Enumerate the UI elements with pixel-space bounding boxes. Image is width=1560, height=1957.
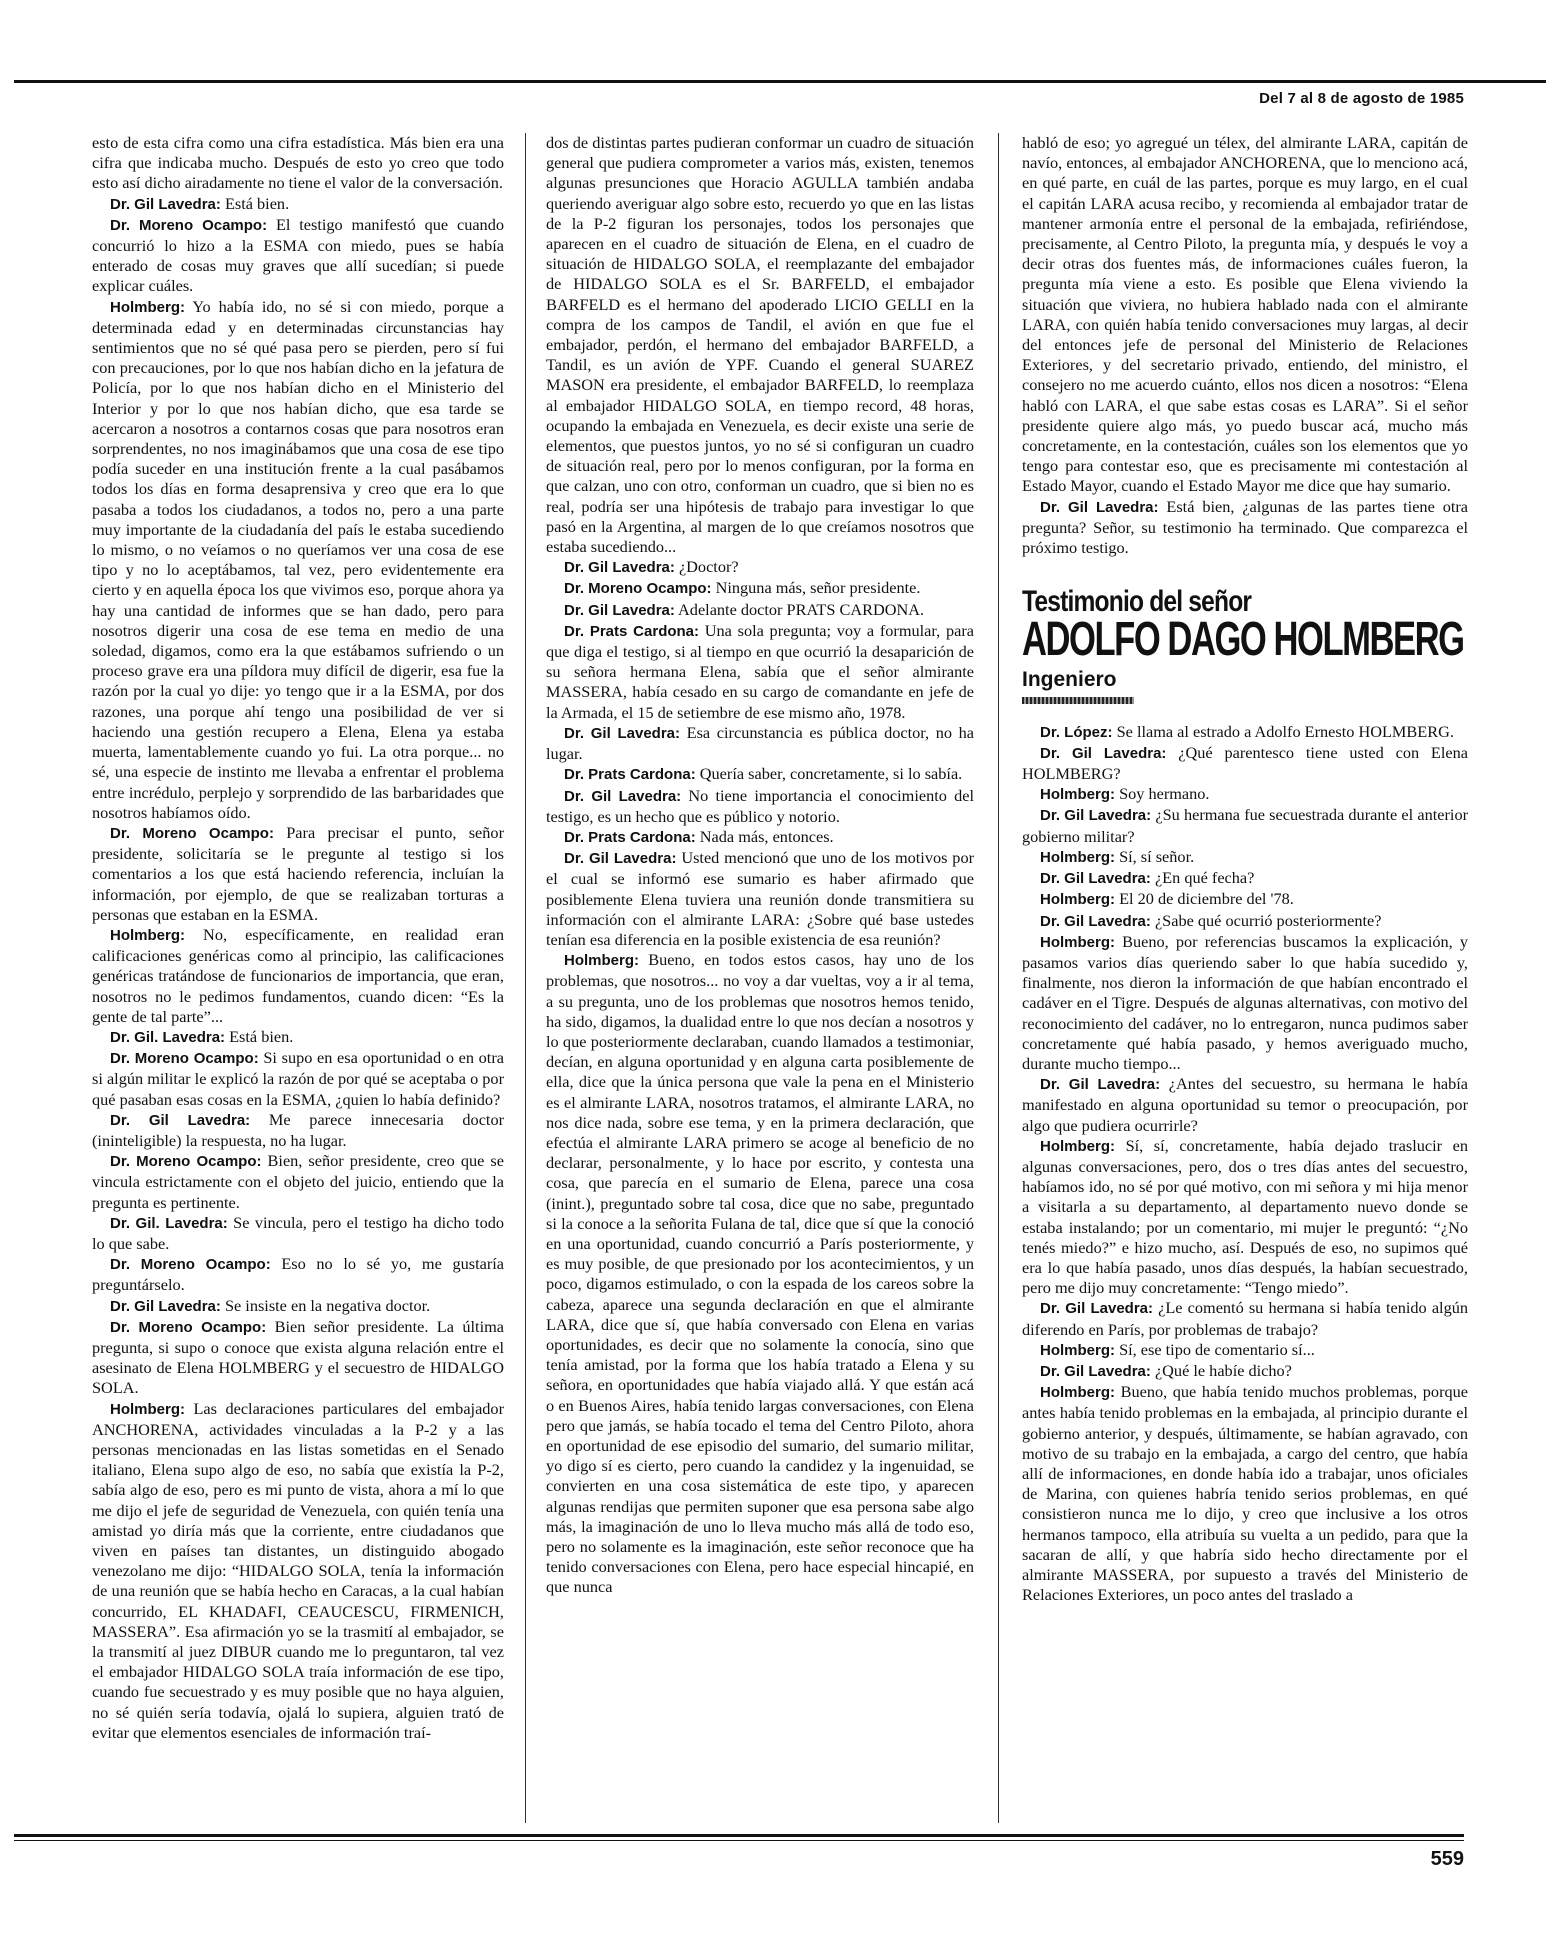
- transcript-paragraph: [92, 925, 504, 1027]
- transcript-paragraph: [1022, 784, 1468, 805]
- speaker-label: Holmberg:: [110, 298, 185, 316]
- speaker-label: Holmberg:: [1040, 1137, 1115, 1155]
- speaker-label: Holmberg:: [1040, 786, 1115, 804]
- transcript-paragraph: [92, 133, 504, 194]
- speaker-label: Dr. Gil. Lavedra:: [110, 1028, 226, 1046]
- speaker-label: Dr. Gil Lavedra:: [1040, 1076, 1161, 1094]
- transcript-paragraph: [1022, 1340, 1468, 1361]
- paragraph-text: Está bien.: [220, 193, 290, 213]
- paragraph-text: Bien, señor presidente, creo que se vincula estrictamente con el objeto del juicio, entiendo que la pregunta es pertinente.: [92, 1151, 504, 1212]
- transcript-paragraph: [92, 194, 504, 215]
- paragraph-text: El testigo manifestó que cuando concurrió lo hizo a la ESMA con miedo, pues se había enterado de cosas muy graves que allí sucedían; si puede explicar cuáles.: [92, 214, 504, 296]
- paragraph-text: Bueno, en todos estos casos, hay uno de los problemas, que nosotros... no voy a dar vueltas, voy a ir al tema, a su pregunta, uno de los problemas que nosotros hemos tenido, ha sido, digamos, la dualidad entre lo que nos decían a nosotros y lo que posteriormente declaraban, cuando llamados a testimoniar, decían, en alguna oportunidad y en alguna carta posiblemente de ella, dice que la única persona que vale la pena en el Ministerio es el almirante LARA, nosotros tratamos, el almirante LARA, no nos dice nada, sobre ese tema, y en la primera declaración, que efectúa el almirante LARA primero se acoge al beneficio de no declarar, personalmente, y lo hace por escrito, y contesta una cosa, que parecía en el sumario de Elena, parece una cosa (inint.), preguntado sobre tal cosa, dice que no sabe, preguntado si la conoce a la señorita Fulana de tal, dice que sí que la conoció en una oportunidad, cuando concurrió a París posteriormente, y es muy posible, de que presionado por los acontecimientos, y un poco, digamos estimulado, o con la espada de los careos sobre la cabeza, aparece una segunda declaración en que el almirante LARA, dice que sí, que había conversado con Elena en varias oportunidades, es decir que no solamente la conocía, sino que tenía amistad, por la forma que los había tratado a Elena y su señora, en oportunidades que había viajado allá. Y que están acá o en Buenos Aires, había tenido largas conversaciones, con Elena pero que jamás, se había tocado el tema del Centro Piloto, ahora en oportunidad de ese episodio del sumario, del sumario militar, yo digo sí es cierto, pero cuando la candidez y la ingenuidad, se convierten en una cosa sistemática de este tipo, y aparecen algunas rendijas que permiten suponer que esa persona sabe algo más, la imaginación de uno lo lleva mucho más allá de todo eso, pero no solamente es la imaginación, este señor reconoce que ha tenido conversaciones con Elena, pero hace especial hincapié, en que nunca: [546, 950, 974, 1597]
- transcript-paragraph: [1022, 497, 1468, 559]
- witness-profession: Ingeniero: [1022, 668, 1117, 692]
- paragraph-text: ¿Le comentó su hermana si había tenido algún diferendo en París, por problemas de trabajo?: [1022, 1298, 1469, 1339]
- transcript-paragraph: [546, 578, 974, 599]
- paragraph-text: dos de distintas partes pudieran conformar un cuadro de situación general que pudiera comprometer a varios más, existen, tenemos algunas presunciones que Horacio AGULLA también andaba queriendo averiguar algo sobre esto, recuerdo yo que en las listas de la P-2 figuran los personajes, todos los personajes que aparecen en el cuadro de situación de Elena, en el cuadro de situación de HIDALGO SOLA, el reemplazante del embajador de HIDALGO SOLA es el Sr. BARFELD, el embajador BARFELD es el hermano del apoderado LICIO GELLI en la compra de los campos de Tandil, el avión en que fue el embajador, perdón, el hermano del embajador BARFELD, a Tandil, es un avión de YPF. Cuando el general SUAREZ MASON era presidente, el embajador BARFELD, lo reemplaza al embajador HIDALGO SOLA, en tiempo record, 48 horas, ocupando la embajada en Venezuela, es decir existe una serie de elementos, que puestos juntos, yo no sé si configuran un cuadro de situación real, pero por lo menos configuran, por la forma en que calzan, uno con otro, conforman un cuadro, que si bien no es real, podría ser una hipótesis de trabajo para investigar lo que pasó en la Argentina, al margen de lo que creíamos nosotros que estaba sucediendo...: [546, 133, 974, 557]
- transcript-paragraph: [92, 823, 504, 925]
- paragraph-text: Adelante doctor PRATS CARDONA.: [674, 599, 925, 619]
- transcript-paragraph: [92, 1213, 504, 1254]
- paragraph-text: esto de esta cifra como una cifra estadística. Más bien era una cifra que indicaba mucho. Después de esto yo creo que todo esto así dicho airadamente no tiene el valor de la conversación.: [92, 133, 504, 193]
- speaker-label: Dr. Prats Cardona:: [564, 622, 700, 640]
- header-rule: [14, 80, 1546, 83]
- transcript-paragraph: [1022, 847, 1468, 868]
- paragraph-text: Nada más, entonces.: [695, 826, 834, 846]
- paragraph-text: Ninguna más, señor presidente.: [711, 578, 921, 598]
- paragraph-text: ¿En qué fecha?: [1150, 868, 1255, 888]
- paragraph-text: Una sola pregunta; voy a formular, para que diga el testigo, si al tiempo en que ocurrió la desaparición de su señora hermana Elena, sabía que el señor almirante MASSERA, había cesado en su cargo de comandante en jefe de la Armada, el 15 de setiembre de ese mismo año, 1978.: [546, 620, 974, 722]
- paragraph-text: Bueno, que había tenido muchos problemas, porque antes había tenido problemas en la embajada, al principio durante el gobierno anterior, y después, últimamente, se habían agravado, con motivo de su trabajo en la embajada, a cargo del centro, que había allí de informaciones, en donde había ido a trabajar, unos oficiales de Marina, con quienes habría tenido serios problemas, en qué consistieron nunca me lo dijo, y creo que inclusive a los otros hermanos tampoco, ella atribuía su vuelta a un pedido, para que la sacaran de allí, y que habría sido hecho directamente por el almirante MASSERA, por supuesto a través del Ministerio de Relaciones Exteriores, un poco antes del traslado a: [1022, 1382, 1468, 1605]
- page-number: 559: [1430, 1848, 1464, 1870]
- speaker-label: Dr. Gil Lavedra:: [564, 724, 681, 742]
- transcript-paragraph: [1022, 722, 1468, 743]
- paragraph-text: Esa circunstancia es pública doctor, no ha lugar.: [546, 722, 975, 764]
- speaker-label: Dr. Prats Cardona:: [564, 828, 696, 846]
- paragraph-text: Se insiste en la negativa doctor.: [220, 1295, 431, 1315]
- speaker-label: Dr. Gil Lavedra:: [1040, 498, 1159, 516]
- paragraph-text: Me parece innecesaria doctor (ininteligible) la respuesta, no ha lugar.: [92, 1109, 505, 1150]
- column-divider: [998, 133, 999, 1823]
- transcript-paragraph: [1022, 133, 1468, 497]
- paragraph-text: No, específicamente, en realidad eran calificaciones genéricas como al principio, las calificaciones genéricas tratándose de funcionarios de importancia, que eran, nosotros no le pedimos fundamentos, cuando dicen: “Es la gente de tal parte”...: [92, 924, 504, 1026]
- transcript-paragraph: [1022, 805, 1468, 846]
- paragraph-text: Las declaraciones particulares del embajador ANCHORENA, actividades vinculadas a la P-2 y a las personas mencionadas en las listas sometidas en el Senado italiano, Elena supo algo de eso, no sabía que existía la P-2, sabía algo de eso, pero es mi punto de vista, ahora a mí lo que me dijo el jefe de seguridad de Venezuela, con quién tenía una amistad yo diría más que la corriente, entre ciudadanos que viven en países tan distantes, un distinguido abogado venezolano me dijo: “HIDALGO SOLA, tenía la información de una reunión que se había hecho en Caracas, a la cual habían concurrido, EL KHADAFI, CEAUCESCU, FIRMENICH, MASSERA”. Esa afirmación yo se la trasmití al embajador, se la transmití al juez DIBUR cuando me lo preguntaron, tal vez el embajador HIDALGO SOLA traía información de ese tipo, cuando fue secuestrado y es muy posible que no haya alguien, no sé quién sería todavía, ojalá lo supiera, alguien trató de evitar que elementos esenciales de información traí-: [92, 1398, 504, 1742]
- paragraph-text: Si supo en esa oportunidad o en otra si algún militar le explicó la razón de por qué se aceptaba o por qué pasaban esas cosas en la ESMA, ¿quien lo había definido?: [92, 1048, 504, 1109]
- paragraph-text: Yo había ido, no sé si con miedo, porque a determinada edad y en determinadas circunstancias hay sentimientos que no sé qué pasa pero se pierden, pero sí fui con precauciones, por lo que nos habían dicho en la jefatura de Policía, por lo que nos habían dicho en el Ministerio del Interior y por lo que nos habían dicho, que esa tarde se acercaron a nosotros a contarnos cosas que para nosotros eran sorprendentes, no nos imaginábamos que una cosa de ese tipo podía suceder en una institución frente a la cual pasábamos todos los días en forma desaprensiva y creo que era lo que pasaba a todos los ciudadanos, a todos no, pero a una parte muy importante de la ciudadanía del país le estaba sucediendo lo mismo, o no veíamos o no queríamos ver una cosa de ese tipo y no lo aceptábamos, tal vez, pero evidentemente era cierto y en aquella época los que vivimos eso, porque ahora ya hay una cantidad de informes que se han dado, pero para nosotros digerir una cosa de ese tema en medio de una soledad, digamos, como era la que estábamos sufriendo o un proceso grave era una píldora muy difícil de digerir, esa fue la razón por la cual yo dije: yo tengo que ir a la ESMA, por dos razones, una porque ahí tengo una posibilidad de ver si haciendo una gestión recupero a Elena, Elena ya estaba muerta, lamentablemente cuando yo fui. La otra porque... no sé, una especie de instinto me llevaba a enfrentar el problema entre incrédulo, perplejo y sorprendido de las barbaridades que nosotros habíamos oído.: [92, 296, 504, 822]
- paragraph-text: ¿Su hermana fue secuestrada durante el anterior gobierno militar?: [1022, 805, 1469, 846]
- transcript-paragraph: [1022, 889, 1468, 910]
- transcript-paragraph: [1022, 1298, 1468, 1339]
- paragraph-text: Está bien.: [225, 1026, 294, 1046]
- footer-rule: [14, 1834, 1464, 1837]
- transcript-paragraph: [92, 1027, 504, 1048]
- transcript-paragraph: [92, 1254, 504, 1295]
- transcript-paragraph: [1022, 1136, 1468, 1299]
- speaker-label: Dr. Moreno Ocampo:: [110, 216, 268, 234]
- paragraph-text: Está bien, ¿algunas de las partes tiene otra pregunta? Señor, su testimonio ha terminado. Que comparezca el próximo testigo.: [1022, 496, 1469, 558]
- paragraph-text: No tiene importancia el conocimiento del testigo, es un hecho que es público y notorio.: [546, 785, 975, 826]
- footer-rule-thin: [14, 1840, 1464, 1841]
- speaker-label: Holmberg:: [1040, 1341, 1115, 1359]
- transcript-paragraph: [1022, 743, 1468, 784]
- paragraph-text: Usted mencionó que uno de los motivos por el cual se informó ese sumario es haber afirmado que posiblemente Elena tuviera una reunión donde transmitiera su información con el almirante LARA: ¿Sobre qué base ustedes tenían esa diferencia en la posible existencia de esa reunión?: [546, 848, 975, 949]
- speaker-label: Dr. Gil Lavedra:: [1040, 1362, 1151, 1380]
- transcript-paragraph: [92, 1296, 504, 1317]
- speaker-label: Dr. Gil Lavedra:: [1040, 744, 1167, 762]
- transcript-paragraph: [92, 1151, 504, 1213]
- paragraph-text: Quería saber, concretamente, si lo sabía.: [695, 764, 963, 784]
- transcript-paragraph: [546, 723, 974, 764]
- transcript-paragraph: [546, 786, 974, 827]
- transcript-paragraph: [546, 600, 974, 621]
- transcript-paragraph: [546, 827, 974, 848]
- transcript-paragraph: [92, 215, 504, 297]
- paragraph-text: Sí, sí señor.: [1115, 846, 1195, 866]
- paragraph-text: Sí, sí, concretamente, había dejado traslucir en algunas conversaciones, pero, dos o tres días antes del secuestro, habíamos ido, no sé por qué motivo, con mi señora y mi hija menor a visitarla a su departamento, al departamento nuevo donde se estaba instalando; por un comentario, mi mujer le preguntó: “¿No tenés miedo?” e hizo mucho, así. Después de eso, no supimos qué era lo que había pasado, unos días después, la habían secuestrado, pero me dijo muy concretamente: “Tengo miedo”.: [1022, 1135, 1468, 1298]
- paragraph-text: Soy hermano.: [1115, 784, 1210, 804]
- transcript-paragraph: [1022, 1361, 1468, 1382]
- speaker-label: Dr. Gil Lavedra:: [564, 601, 675, 619]
- speaker-label: Holmberg:: [1040, 1384, 1115, 1402]
- speaker-label: Dr. Gil Lavedra:: [1040, 912, 1151, 930]
- transcript-paragraph: [1022, 1382, 1468, 1605]
- column-3: [1022, 133, 1468, 1605]
- transcript-paragraph: [92, 1048, 504, 1110]
- speaker-label: Dr. Moreno Ocampo:: [564, 580, 712, 598]
- paragraph-text: Sí, ese tipo de comentario sí...: [1115, 1339, 1315, 1359]
- transcript-paragraph: [546, 764, 974, 785]
- speaker-label: Dr. López:: [1040, 723, 1113, 741]
- speaker-label: Dr. Gil Lavedra:: [564, 559, 675, 577]
- paragraph-text: ¿Sabe qué ocurrió posteriormente?: [1150, 910, 1382, 930]
- speaker-label: Dr. Gil Lavedra:: [564, 850, 677, 868]
- transcript-paragraph: [1022, 932, 1468, 1074]
- paragraph-text: ¿Antes del secuestro, su hermana le había manifestado en alguna oportunidad su temor o preocupación, por algo que pudiera ocurrirle?: [1022, 1074, 1468, 1135]
- speaker-label: Dr. Moreno Ocampo:: [110, 1050, 259, 1068]
- testimony-heading: [1022, 585, 1468, 703]
- paragraph-text: ¿Qué parentesco tiene usted con Elena HOLMBERG?: [1022, 742, 1468, 784]
- speaker-label: Holmberg:: [564, 952, 639, 970]
- paragraph-text: Bueno, por referencias buscamos la explicación, y pasamos varios días queriendo saber lo que había sucedido y, finalmente, nos dieron la información de que habían encontrado el cadáver en el Tigre. Después de algunas alternativas, con motivo del reconocimiento del cadáver, no lo entregaron, nunca pudimos saber concretamente qué había pasado, y hemos averiguado mucho, durante mucho tiempo...: [1022, 931, 1468, 1073]
- speaker-label: Dr. Gil. Lavedra:: [110, 1214, 228, 1232]
- transcript-paragraph: [1022, 868, 1468, 889]
- speaker-label: Dr. Gil Lavedra:: [110, 195, 221, 213]
- speaker-label: Holmberg:: [1040, 891, 1115, 909]
- transcript-paragraph: [1022, 1074, 1468, 1136]
- paragraph-text: ¿Qué le habíe dicho?: [1150, 1360, 1292, 1380]
- transcript-paragraph: [92, 1317, 504, 1399]
- transcript-paragraph: [92, 297, 504, 823]
- column-divider: [525, 133, 526, 1823]
- speaker-label: Dr. Moreno Ocampo:: [110, 1318, 267, 1336]
- speaker-label: Dr. Prats Cardona:: [564, 766, 696, 784]
- transcript-paragraph: [546, 557, 974, 578]
- column-1: [92, 133, 504, 1743]
- speaker-label: Holmberg:: [110, 1400, 185, 1418]
- paragraph-text: Bien señor presidente. La última pregunta, si supo o conoce que exista alguna relación entre el asesinato de Elena HOLMBERG y el secuestro de HIDALGO SOLA.: [92, 1316, 504, 1398]
- transcript-paragraph: [92, 1399, 504, 1743]
- speaker-label: Holmberg:: [110, 926, 185, 944]
- paragraph-text: habló de eso; yo agregué un télex, del almirante LARA, capitán de navío, entonces, al embajador ANCHORENA, que lo menciono acá, en qué parte, en cuál de las partes, porque es muy largo, en el cual el capitán LARA acusa recibo, y recomienda al embajador tratar de mantener armonía entre el personal de la embajada, refiriéndose, precisamente, al Centro Piloto, la pregunta mía, y después le voy a decir otras dos fuentes más, de informaciones cuáles fueron, la pregunta mía viene a esto. Es posible que Elena viviendo la situación que viviera, no hubiera hablado nada con el almirante LARA, con quién había tenido conversaciones muy largas, al decir del entonces jefe de personal del Ministerio de Relaciones Exteriores, y del secretario privado, entiendo, del ministro, el consejero no me acuerdo cuánto, ellos nos dicen a nosotros: “Elena habló con LARA, el que sabe estas cosas es LARA”. Si el señor presidente quiere algo más, yo puedo buscar acá, mucho más concretamente, en la contestación, cuáles son los elementos que yo tengo para contestar eso, que es precisamente mi contestación al Estado Mayor, cuando el Estado Mayor me dice que hay sumario.: [1022, 133, 1468, 496]
- speaker-label: Holmberg:: [1040, 848, 1115, 866]
- paragraph-text: ¿Doctor?: [674, 557, 739, 577]
- column-2: [546, 133, 974, 1598]
- paragraph-text: Se llama al estrado a Adolfo Ernesto HOLMBERG.: [1112, 721, 1454, 741]
- decorative-bar: [1022, 697, 1134, 704]
- speaker-label: Dr. Gil Lavedra:: [110, 1297, 221, 1315]
- paragraph-text: Se vincula, pero el testigo ha dicho todo lo que sabe.: [92, 1212, 504, 1253]
- transcript-paragraph: [1022, 911, 1468, 932]
- speaker-label: Dr. Gil Lavedra:: [110, 1111, 251, 1129]
- speaker-label: Holmberg:: [1040, 933, 1115, 951]
- speaker-label: Dr. Moreno Ocampo:: [110, 1153, 262, 1171]
- transcript-paragraph: [546, 950, 974, 1598]
- transcript-paragraph: [546, 133, 974, 557]
- speaker-label: Dr. Gil Lavedra:: [1040, 807, 1152, 825]
- transcript-paragraph: [546, 848, 974, 950]
- paragraph-text: El 20 de diciembre del '78.: [1115, 889, 1294, 909]
- speaker-label: Dr. Gil Lavedra:: [1040, 870, 1151, 888]
- transcript-paragraph: [92, 1110, 504, 1151]
- speaker-label: Dr. Moreno Ocampo:: [110, 1256, 271, 1274]
- paragraph-text: Para precisar el punto, señor presidente, solicitaría se le pregunte al testigo si los comentarios a los que está haciendo referencia, incluían la información, por ejemplo, de que se realizaban torturas a personas que estaban en la ESMA.: [92, 822, 504, 924]
- paragraph-text: Eso no lo sé yo, me gustaría preguntárselo.: [92, 1254, 504, 1295]
- transcript-paragraph: [546, 621, 974, 723]
- speaker-label: Dr. Gil Lavedra:: [564, 787, 682, 805]
- speaker-label: Dr. Moreno Ocampo:: [110, 824, 274, 842]
- issue-date: Del 7 al 8 de agosto de 1985: [1259, 90, 1464, 107]
- witness-name: ADOLFO DAGO HOLMBERG: [1022, 613, 1464, 667]
- heading-kicker: Testimonio del señor: [1022, 585, 1252, 619]
- speaker-label: Dr. Gil Lavedra:: [1040, 1300, 1153, 1318]
